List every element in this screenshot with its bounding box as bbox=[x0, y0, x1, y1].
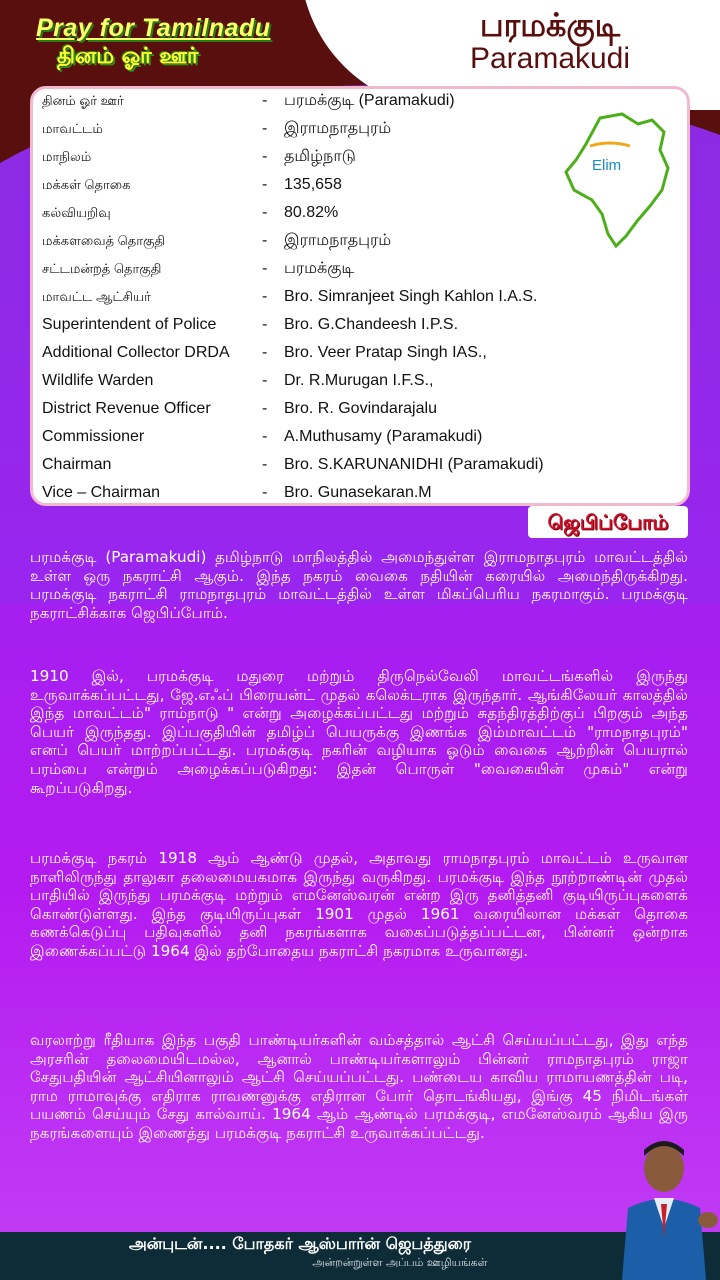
town-name-english: Paramakudi bbox=[469, 42, 631, 75]
info-label: மாவட்டம் bbox=[42, 120, 103, 136]
info-row bbox=[42, 480, 594, 506]
paragraph-3: பரமக்குடி நகரம் 1918 ஆம் ஆண்டு முதல், அதாவது ராமநாதபுரம் மாவட்டம் உருவான நாளிலிருந்து தாலுகா தலைமையகமாக இருந்து வருகிறது. பரமக்குடி இந்த நூற்றாண்டின் முதல் பாதியில் இருந்து பரமக்குடி மற்றும் எமனேஸ்வரன் என்ற இரு தனித்தனி குடியிருப்புகளைக் கொண்டுள்ளது. இந்த குடியிருப்புகள் 1901 முதல் 1961 வரையிலான மக்கள் தொகை கணக்கெடுப்பு பதிவுகளில் தனி நகரங்களாக வகைப்படுத்தப்பட்டன, பின்னர் ஒன்றாக இணைக்கப்பட்டு 1964 இல் தற்போதைய நகராட்சி நகரமாக உருவானது. bbox=[30, 849, 688, 960]
info-sep: - bbox=[262, 232, 268, 249]
daily-town-title: தினம் ஓர் ஊர் bbox=[57, 44, 199, 69]
info-sep: - bbox=[262, 428, 268, 445]
info-value: Bro. Gunasekaran.M bbox=[284, 484, 432, 501]
info-value: Bro. Simranjeet Singh Kahlon I.A.S. bbox=[284, 288, 538, 305]
info-value: Bro. Veer Pratap Singh IAS., bbox=[284, 344, 487, 361]
info-row bbox=[42, 368, 594, 394]
paragraph-4: வரலாற்று ரீதியாக இந்த பகுதி பாண்டியர்களின் வம்சத்தால் ஆட்சி செய்யப்பட்டது, இது எந்த அரசரின் தலைமையிடமல்ல, ஆனால் பாண்டியர்களாலும் பின்னர் ராமநாதபுரம் ராஜா சேதுபதியின் ஆட்சியினாலும் ஆட்சி செய்யப்பட்டது. பண்டைய காவிய ராமாயணத்தின் படி, ராம ராமாவுக்கு எதிராக ராவணனுக்கு எதிரான போர் தொடங்கியது, இங்கு 45 நிமிடங்கள் பயணம் செய்யும் சேது கால்வாய். 1964 ஆம் ஆண்டில் பரமக்குடி, எமனேஸ்வரம் ஆகிய இரு நகரங்களையும் இணைத்து பரமக்குடி நகராட்சி உருவாக்கப்பட்டது. bbox=[30, 1031, 688, 1142]
paragraph-2: 1910 இல், பரமக்குடி மதுரை மற்றும் திருநெல்வேலி மாவட்டங்களில் இருந்து உருவாக்கப்பட்டது, ஜே.எஃப் பிரையன்ட் முதல் கலெக்டராக இருந்தார். ஆங்கிலேயர் காலத்தில் இந்த மாவட்டம்" ராம்நாடு " என்று அழைக்கப்பட்டது மற்றும் சுதந்திரத்திற்குப் பிறகும் அந்த பெயர் இருந்தது. இப்பகுதியின் தமிழ்ப் பெயருக்கு இணங்க இம்மாவட்டம் "ராமநாதபுரம்" எனப் பெயர் மாற்றப்பட்டது. பரமக்குடி நகரின் வழியாக ஓடும் வைகை ஆற்றின் பெயரால் பரம்பை என்றும் அழைக்கப்படுகிறது: இதன் பொருள் "வைகையின் முகம்" என்று கூறப்படுகிறது. bbox=[30, 667, 688, 797]
info-value: Bro. R. Govindarajalu bbox=[284, 400, 437, 417]
info-value: இராமநாதபுரம் bbox=[284, 232, 392, 249]
info-label: சட்டமன்றத் தொகுதி bbox=[42, 260, 162, 276]
info-sep: - bbox=[262, 484, 268, 501]
info-label: Additional Collector DRDA bbox=[42, 344, 230, 361]
paragraph-1: பரமக்குடி (Paramakudi) தமிழ்நாடு மாநிலத்தில் அமைந்துள்ள இராமநாதபுரம் மாவட்டத்தில் உள்ள ஒரு நகராட்சி ஆகும். இந்த நகரம் வைகை நதியின் கரையில் அமைந்திருக்கிறது. பரமக்குடி நகராட்சி ராமநாதபுரம் மாவட்டத்தில் உள்ள மிகப்பெரிய நகரமாகும். பரமக்குடி நகராட்சிக்காக ஜெபிப்போம். bbox=[30, 548, 688, 622]
info-value: இராமநாதபுரம் bbox=[284, 120, 392, 137]
info-label: கல்வியறிவு bbox=[42, 204, 111, 220]
info-label: Vice – Chairman bbox=[42, 484, 160, 501]
info-row bbox=[42, 116, 594, 142]
info-sep: - bbox=[262, 400, 268, 417]
tamilnadu-map-icon bbox=[560, 110, 680, 250]
info-row bbox=[42, 424, 594, 450]
info-value: பரமக்குடி bbox=[284, 260, 355, 277]
info-row bbox=[42, 452, 594, 478]
info-value: A.Muthusamy (Paramakudi) bbox=[284, 428, 483, 445]
info-value: 135,658 bbox=[284, 176, 342, 193]
info-label: Chairman bbox=[42, 456, 112, 473]
info-label: மாவட்ட ஆட்சியர் bbox=[42, 288, 151, 304]
info-label: மாநிலம் bbox=[42, 148, 92, 164]
info-label: தினம் ஓர் ஊர் bbox=[42, 92, 124, 108]
pray-title: Pray for Tamilnadu bbox=[36, 14, 271, 42]
info-sep: - bbox=[262, 316, 268, 333]
info-row bbox=[42, 172, 594, 198]
info-sep: - bbox=[262, 120, 268, 137]
info-label: Commissioner bbox=[42, 428, 145, 445]
info-row bbox=[42, 256, 594, 282]
signature: அன்புடன்.... போதகர் ஆஸ்பார்ன் ஜெபத்துரை bbox=[128, 1234, 472, 1253]
info-sep: - bbox=[262, 204, 268, 221]
info-sep: - bbox=[262, 92, 268, 109]
info-row bbox=[42, 228, 594, 254]
jebi-label: ஜெபிப்போம் bbox=[528, 506, 688, 538]
info-sep: - bbox=[262, 288, 268, 305]
info-label: மக்கள் தொகை bbox=[42, 176, 131, 192]
info-sep: - bbox=[262, 372, 268, 389]
info-row bbox=[42, 284, 594, 310]
info-row bbox=[42, 312, 594, 338]
info-value: Bro. G.Chandeesh I.P.S. bbox=[284, 316, 459, 333]
info-label: Wildlife Warden bbox=[42, 372, 154, 389]
map-logo: Elim bbox=[592, 157, 622, 174]
info-row bbox=[42, 88, 594, 114]
info-value: 80.82% bbox=[284, 204, 339, 221]
info-value: தமிழ்நாடு bbox=[284, 148, 356, 165]
info-label: Superintendent of Police bbox=[42, 316, 217, 333]
info-sep: - bbox=[262, 176, 268, 193]
info-sep: - bbox=[262, 456, 268, 473]
info-value: Dr. R.Murugan I.F.S., bbox=[284, 372, 434, 389]
info-value: Bro. S.KARUNANIDHI (Paramakudi) bbox=[284, 456, 544, 473]
info-row bbox=[42, 200, 594, 226]
info-label: District Revenue Officer bbox=[42, 400, 211, 417]
info-sep: - bbox=[262, 344, 268, 361]
town-name-tamil: பரமக்குடி bbox=[479, 6, 621, 44]
info-row bbox=[42, 144, 594, 170]
ministry-name: அன்றன்றுள்ள அப்பம் ஊழியங்கள் bbox=[312, 1256, 488, 1269]
info-value: பரமக்குடி (Paramakudi) bbox=[284, 92, 455, 109]
info-label: மக்களவைத் தொகுதி bbox=[42, 232, 166, 248]
info-row bbox=[42, 396, 594, 422]
pastor-photo bbox=[608, 1128, 720, 1280]
info-row bbox=[42, 340, 594, 366]
info-sep: - bbox=[262, 260, 268, 277]
info-sep: - bbox=[262, 148, 268, 165]
